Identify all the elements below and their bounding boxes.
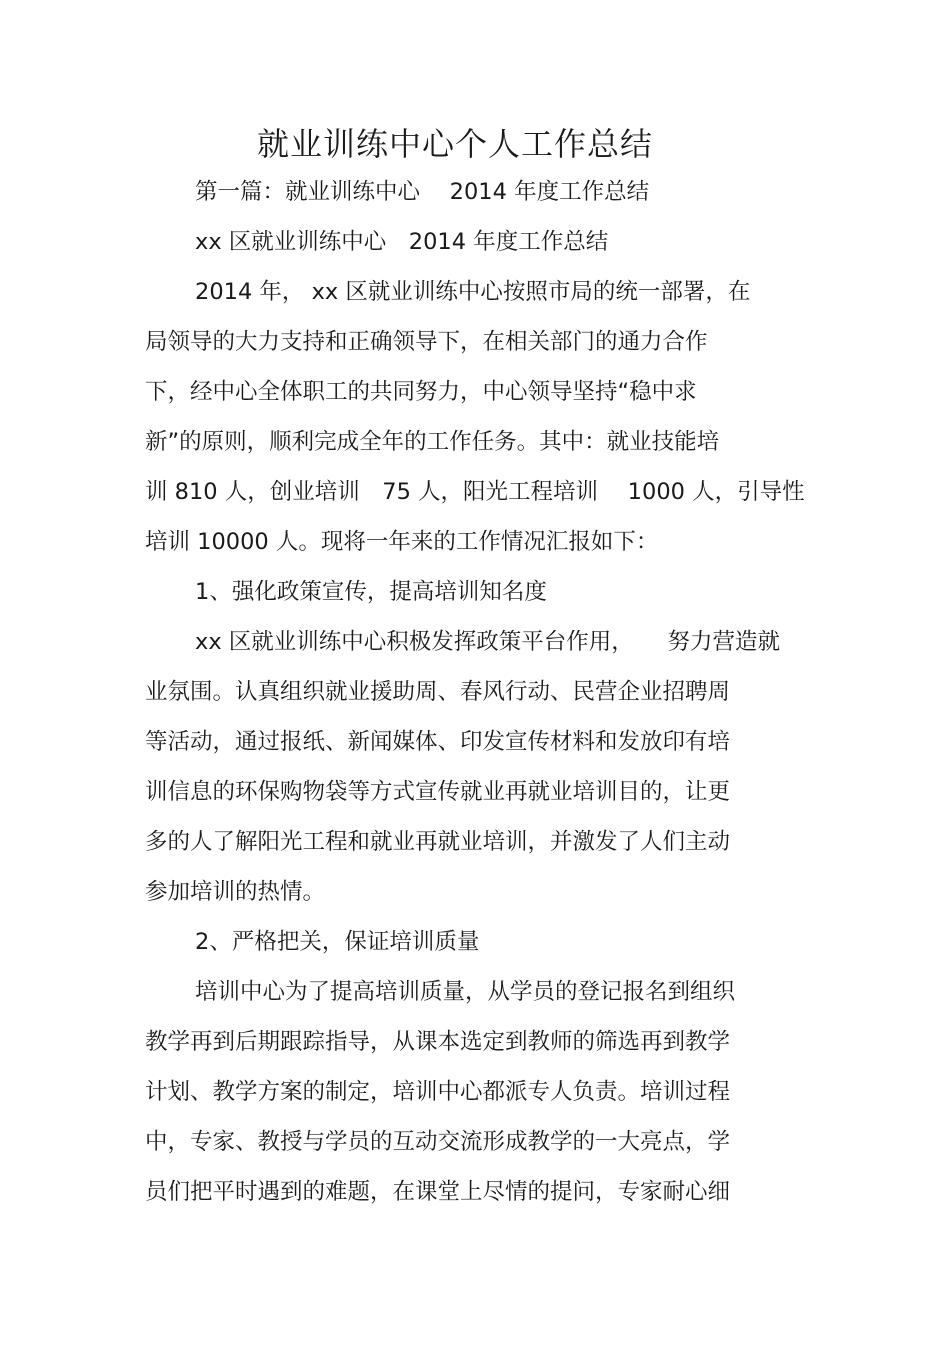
paragraph-line: 员们把平时遇到的难题，在课堂上尽情的提问，专家耐心细 [145,1179,731,1205]
section-heading: 1、强化政策宣传，提高培训知名度 [195,579,547,605]
paragraph-line: 训信息的环保购物袋等方式宣传就业再就业培训目的，让更 [145,779,731,805]
paragraph-line: 多的人了解阳光工程和就业再就业培训，并激发了人们主动 [145,829,731,855]
paragraph-line: 2014 年， xx 区就业训练中心按照市局的统一部署，在 [195,279,751,305]
paragraph-line: 局领导的大力支持和正确领导下，在相关部门的通力合作 [145,329,708,355]
paragraph-line: 下，经中心全体职工的共同努力，中心领导坚持“稳中求 [145,379,697,405]
report-subtitle: xx 区就业训练中心 2014 年度工作总结 [195,229,609,255]
paragraph-line: 培训中心为了提高培训质量，从学员的登记报名到组织 [195,979,736,1005]
paragraph-line: 参加培训的热情。 [145,879,326,905]
paragraph-line: 业氛围。认真组织就业援助周、春风行动、民营企业招聘周 [145,679,731,705]
paragraph-line: 训 810 人，创业培训 75 人，阳光工程培训 1000 人，引导性 [145,479,805,505]
paragraph-line: 新”的原则，顺利完成全年的工作任务。其中：就业技能培 [145,429,720,455]
paragraph-line: 计划、教学方案的制定，培训中心都派专人负责。培训过程 [145,1079,731,1105]
section-heading: 2、严格把关，保证培训质量 [195,929,480,955]
paragraph-line: 教学再到后期跟踪指导，从课本选定到教师的筛选再到教学 [145,1029,731,1055]
chapter-heading: 第一篇：就业训练中心 2014 年度工作总结 [195,179,650,205]
page-title: 就业训练中心个人工作总结 [256,125,653,163]
paragraph-line: 等活动，通过报纸、新闻媒体、印发宣传材料和发放印有培 [145,729,731,755]
paragraph-line: 中，专家、教授与学员的互动交流形成教学的一大亮点，学 [145,1129,731,1155]
paragraph-line: xx 区就业训练中心积极发挥政策平台作用， 努力营造就 [195,629,781,655]
paragraph-line: 培训 10000 人。现将一年来的工作情况汇报如下： [145,529,659,555]
